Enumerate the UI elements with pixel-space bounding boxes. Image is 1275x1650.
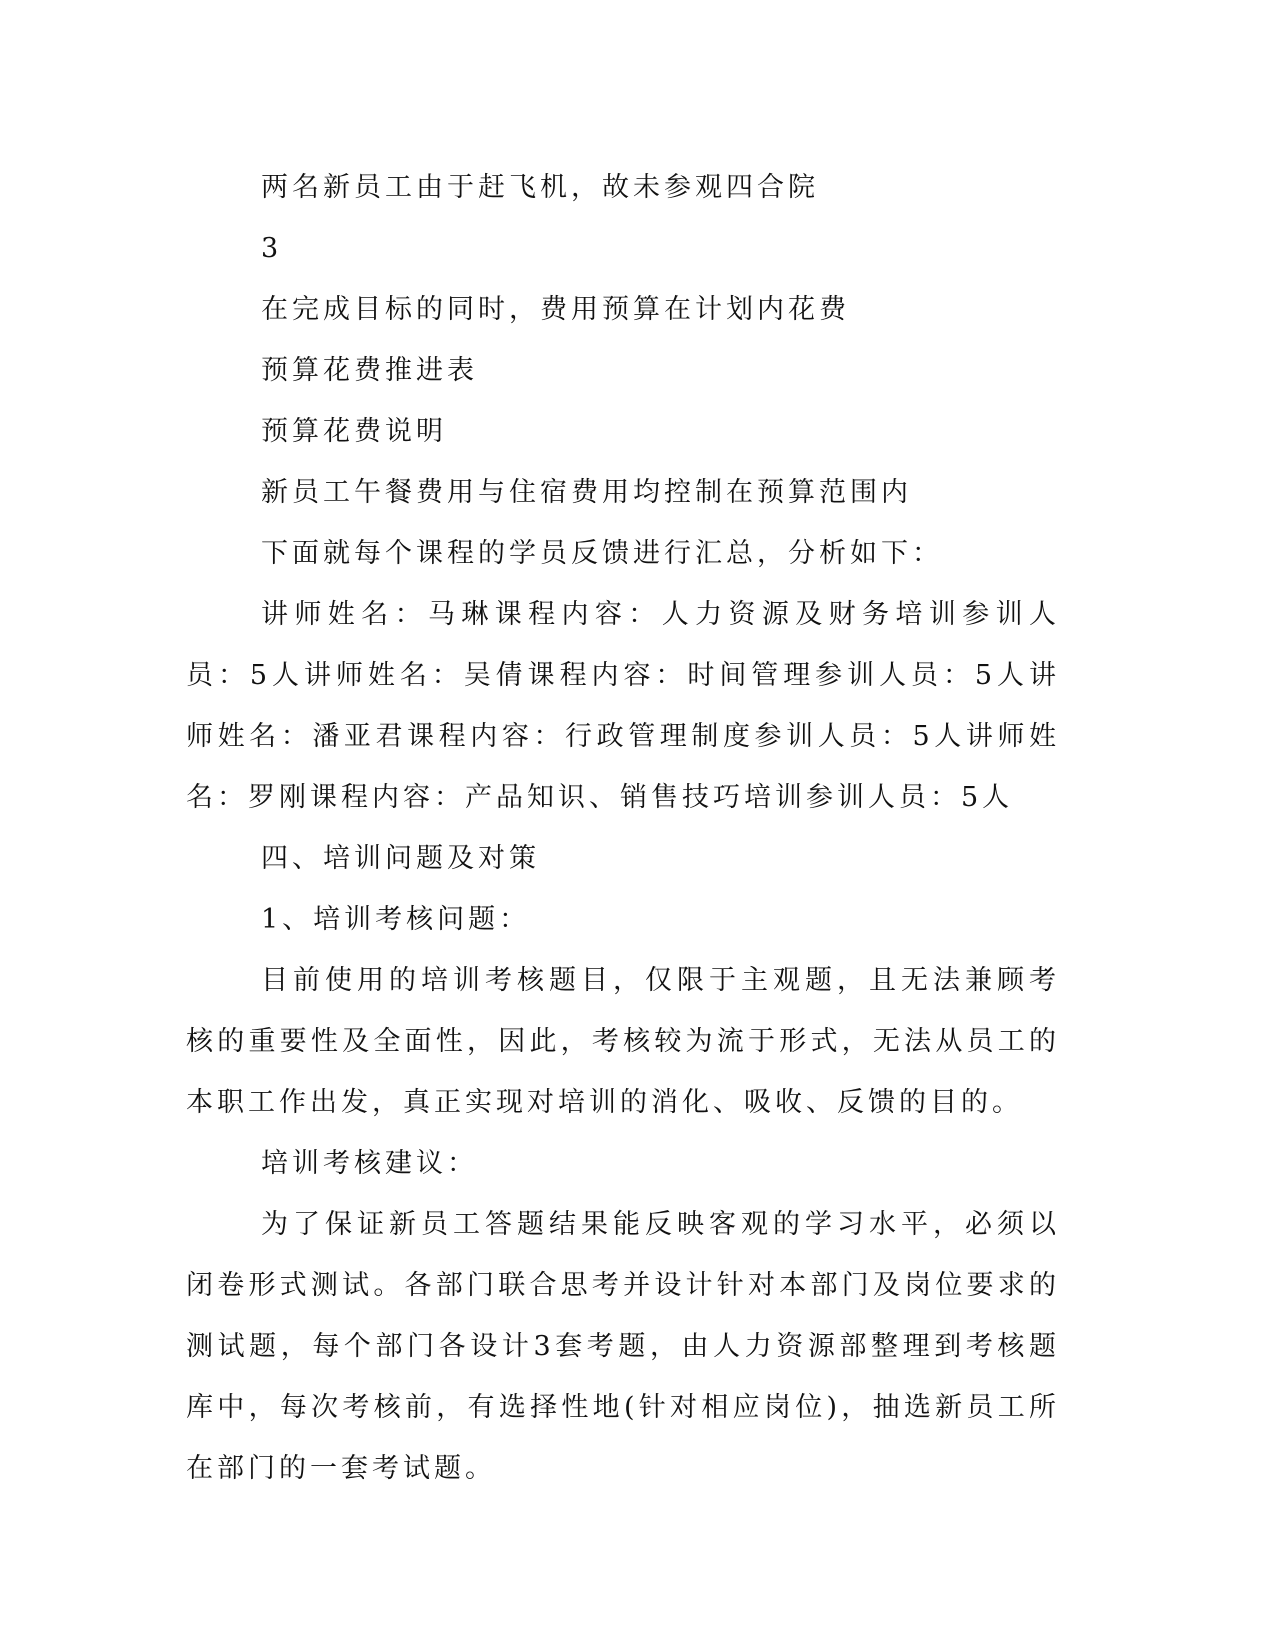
paragraph-budget-control: 新员工午餐费用与住宿费用均控制在预算范围内: [261, 477, 912, 508]
document-body: [186, 157, 1060, 1499]
paragraph-assessment-problem: 目前使用的培训考核题目，仅限于主观题，且无法兼顾考核的重要性及全面性，因此，考核较为流于形式，无法从员工的本职工作出发，真正实现对培训的消化、吸收、反馈的目的。: [186, 965, 1060, 1118]
paragraph-feedback-summary: 下面就每个课程的学员反馈进行汇总，分析如下：: [261, 538, 943, 569]
paragraph-budget-explanation-title: 预算花费说明: [261, 416, 447, 447]
paragraph-assessment-suggestion: 为了保证新员工答题结果能反映客观的学习水平，必须以闭卷形式测试。各部门联合思考并设计针对本部门及岗位要求的测试题，每个部门各设计3套考题，由人力资源部整理到考核题库中，每次考核前，有选择性地(针对相应岗位)，抽选新员工所在部门的一套考试题。: [186, 1209, 1060, 1484]
paragraph-instructor-list: 讲师姓名：马琳课程内容：人力资源及财务培训参训人员：5人讲师姓名：吴倩课程内容：时间管理参训人员：5人讲师姓名：潘亚君课程内容：行政管理制度参训人员：5人讲师姓名：罗刚课程内容：产品知识、销售技巧培训参训人员：5人: [186, 599, 1060, 813]
paragraph-budget-goal: 在完成目标的同时，费用预算在计划内花费: [261, 294, 850, 325]
subheading-assessment-problem: 1、培训考核问题：: [261, 904, 531, 935]
paragraph-budget-table-title: 预算花费推进表: [261, 355, 478, 386]
paragraph-flight-note: 两名新员工由于赶飞机，故未参观四合院: [261, 172, 819, 203]
subheading-assessment-suggestion: 培训考核建议：: [261, 1148, 478, 1179]
paragraph-number-3: 3: [261, 233, 283, 264]
section-heading-problems: 四、培训问题及对策: [261, 843, 540, 874]
